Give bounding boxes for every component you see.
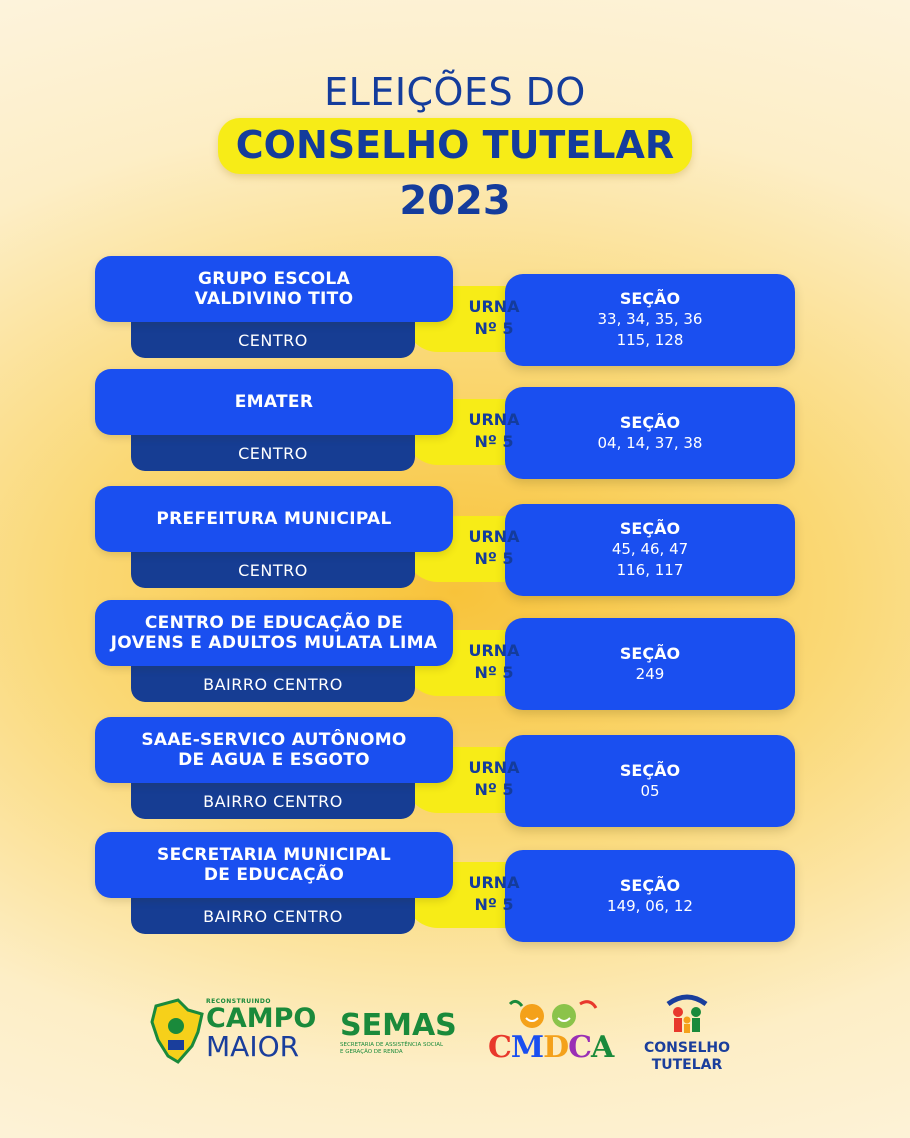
urna-badge	[454, 526, 534, 570]
location-area: CENTRO	[131, 435, 415, 471]
location-card	[0, 486, 910, 590]
location-area: BAIRRO CENTRO	[131, 783, 415, 819]
semas-logo	[340, 1010, 465, 1070]
secao-label: SEÇÃO	[619, 643, 681, 663]
campo-maior-logo	[148, 990, 318, 1070]
location-area: BAIRRO CENTRO	[131, 666, 415, 702]
secao-label: SEÇÃO	[619, 760, 681, 780]
semas-title: SEMAS	[340, 1008, 457, 1043]
secao-box	[505, 504, 795, 596]
location-name-box	[95, 486, 453, 552]
urna-number: Nº 5	[474, 780, 514, 799]
urna-badge	[454, 409, 534, 453]
location-name-line1: PREFEITURA MUNICIPAL	[156, 509, 392, 529]
campo-maior-line2: MAIOR	[206, 1030, 300, 1063]
campo-maior-tagline: RECONSTRUINDO	[206, 998, 271, 1005]
location-card	[0, 369, 910, 473]
urna-number: Nº 5	[474, 663, 514, 682]
location-area: CENTRO	[131, 322, 415, 358]
location-card	[0, 717, 910, 821]
urna-label: URNA	[468, 527, 520, 546]
urna-label: URNA	[468, 873, 520, 892]
location-card	[0, 600, 910, 704]
urna-number: Nº 5	[474, 549, 514, 568]
secao-label: SEÇÃO	[619, 412, 681, 432]
footer-logos	[0, 990, 910, 1090]
secao-numbers-line2: 116, 117	[616, 561, 684, 579]
location-name-box	[95, 256, 453, 322]
secao-label: SEÇÃO	[619, 875, 681, 895]
urna-badge	[454, 296, 534, 340]
location-card	[0, 832, 910, 936]
location-name-line1: EMATER	[234, 392, 314, 412]
urna-number: Nº 5	[474, 895, 514, 914]
secao-box	[505, 735, 795, 827]
location-name-line1: GRUPO ESCOLA	[197, 269, 351, 289]
campo-maior-map-icon	[148, 996, 206, 1068]
urna-badge	[454, 872, 534, 916]
semas-sub-line1: SECRETARIA DE ASSISTÊNCIA SOCIAL	[340, 1042, 444, 1048]
campo-maior-line1: CAMPO	[206, 1003, 317, 1034]
secao-numbers-line1: 249	[635, 664, 665, 683]
cmdca-logo	[488, 996, 618, 1076]
location-area: CENTRO	[131, 552, 415, 588]
secao-numbers-line1: 05	[640, 781, 660, 800]
conselho-line1: CONSELHO	[643, 1040, 731, 1056]
secao-label: SEÇÃO	[619, 289, 681, 308]
secao-numbers-line2: 115, 128	[616, 331, 684, 349]
location-name-box	[95, 717, 453, 783]
location-name-box	[95, 832, 453, 898]
cmdca-letter: A	[591, 1030, 614, 1065]
title-line-1: ELEIÇÕES DO	[324, 70, 586, 114]
urna-label: URNA	[468, 410, 520, 429]
cmdca-wordmark	[488, 1030, 613, 1065]
conselho-family-icon	[662, 990, 712, 1036]
urna-label: URNA	[468, 758, 520, 777]
urna-number: Nº 5	[474, 432, 514, 451]
secao-label: SEÇÃO	[619, 519, 681, 538]
secao-box	[505, 274, 795, 366]
urna-badge	[454, 757, 534, 801]
location-area: BAIRRO CENTRO	[131, 898, 415, 934]
header	[0, 70, 910, 226]
urna-number: Nº 5	[474, 319, 514, 338]
secao-box	[505, 618, 795, 710]
cmdca-letter: C	[488, 1030, 511, 1065]
secao-box	[505, 850, 795, 942]
title-highlight: CONSELHO TUTELAR	[218, 118, 692, 174]
cmdca-letter: D	[543, 1030, 569, 1065]
location-name-line2: VALDIVINO TITO	[194, 289, 354, 309]
urna-label: URNA	[468, 641, 520, 660]
secao-numbers-line1: 149, 06, 12	[607, 896, 693, 915]
conselho-line2: TUTELAR	[651, 1057, 723, 1073]
secao-box	[505, 387, 795, 479]
location-name-line1: CENTRO DE EDUCAÇÃO DE	[144, 613, 404, 633]
location-name-line1: SECRETARIA MUNICIPAL	[157, 845, 391, 865]
location-name-line2: DE AGUA E ESGOTO	[178, 750, 370, 770]
location-name-line1: SAAE-SERVICO AUTÔNOMO	[141, 730, 407, 750]
location-name-box	[95, 369, 453, 435]
cmdca-letter: C	[568, 1030, 592, 1065]
conselho-tutelar-logo	[632, 990, 742, 1080]
secao-numbers-line1: 33, 34, 35, 36	[597, 310, 703, 328]
urna-label: URNA	[468, 297, 520, 316]
semas-sub-line2: E GERAÇÃO DE RENDA	[340, 1049, 403, 1055]
secao-numbers-line1: 45, 46, 47	[611, 540, 689, 558]
location-card	[0, 256, 910, 360]
cmdca-faces-icon	[502, 996, 602, 1030]
secao-numbers-line1: 04, 14, 37, 38	[597, 433, 703, 452]
title-year: 2023	[399, 178, 511, 224]
location-name-box	[95, 600, 453, 666]
location-name-line2: DE EDUCAÇÃO	[203, 865, 345, 885]
location-name-line2: JOVENS E ADULTOS MULATA LIMA	[110, 633, 438, 653]
urna-badge	[454, 640, 534, 684]
cmdca-letter: M	[510, 1030, 544, 1065]
